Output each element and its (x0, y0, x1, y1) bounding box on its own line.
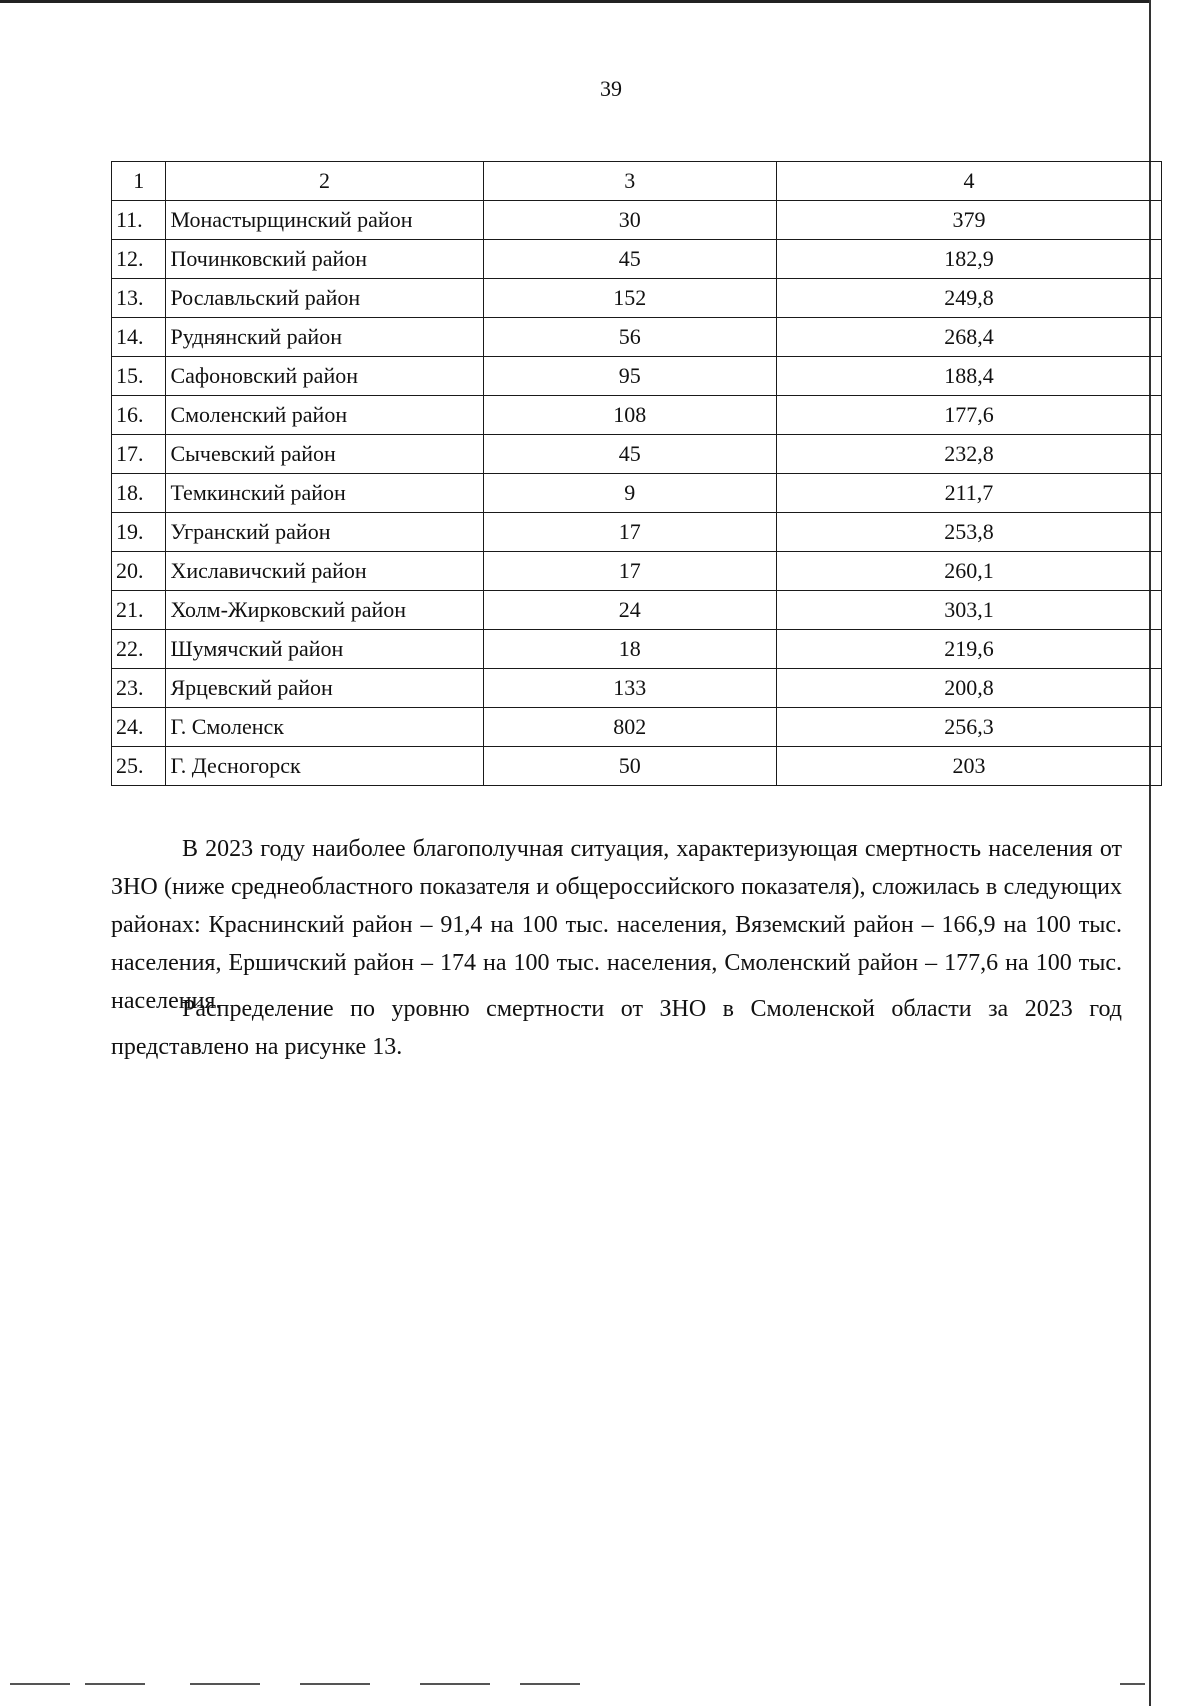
row-count: 50 (483, 747, 776, 786)
row-count: 133 (483, 669, 776, 708)
row-number: 17. (112, 435, 166, 474)
row-number: 23. (112, 669, 166, 708)
column-header-1: 1 (112, 162, 166, 201)
row-rate: 177,6 (776, 396, 1161, 435)
row-rate: 182,9 (776, 240, 1161, 279)
row-rate: 253,8 (776, 513, 1161, 552)
row-number: 11. (112, 201, 166, 240)
row-district-name: Угранский район (166, 513, 483, 552)
table-row (112, 474, 1162, 513)
scan-edge-top (0, 0, 1150, 3)
row-number: 14. (112, 318, 166, 357)
row-count: 9 (483, 474, 776, 513)
row-count: 17 (483, 552, 776, 591)
table-row (112, 435, 1162, 474)
row-rate: 203 (776, 747, 1161, 786)
table-header-row (112, 162, 1162, 201)
row-rate: 379 (776, 201, 1161, 240)
row-count: 802 (483, 708, 776, 747)
row-rate: 219,6 (776, 630, 1161, 669)
paragraph-summary-text: В 2023 году наиболее благополучная ситуация, характеризующая смертность населения от ЗНО (ниже среднеобластного показателя и общероссийского показателя), сложилась в следующих районах: Краснинский район – 91,4 на 100 тыс. населения, Вяземский район – 166,9 на 100 тыс. населения, Ершичский район – 174 на 100 тыс. населения, Смоленский район – 177,6 на 100 тыс. населения. (111, 836, 1122, 1014)
row-rate: 260,1 (776, 552, 1161, 591)
row-number: 16. (112, 396, 166, 435)
column-header-3: 3 (483, 162, 776, 201)
table-row (112, 591, 1162, 630)
row-district-name: Г. Смоленск (166, 708, 483, 747)
row-count: 95 (483, 357, 776, 396)
row-district-name: Холм-Жирковский район (166, 591, 483, 630)
row-district-name: Сычевский район (166, 435, 483, 474)
row-count: 45 (483, 435, 776, 474)
table-row (112, 279, 1162, 318)
row-number: 15. (112, 357, 166, 396)
table-row (112, 396, 1162, 435)
row-number: 18. (112, 474, 166, 513)
row-district-name: Хиславичский район (166, 552, 483, 591)
row-count: 18 (483, 630, 776, 669)
row-district-name: Темкинский район (166, 474, 483, 513)
row-district-name: Руднянский район (166, 318, 483, 357)
row-count: 30 (483, 201, 776, 240)
row-number: 21. (112, 591, 166, 630)
row-number: 13. (112, 279, 166, 318)
row-count: 108 (483, 396, 776, 435)
row-rate: 268,4 (776, 318, 1161, 357)
row-rate: 303,1 (776, 591, 1161, 630)
table-row (112, 201, 1162, 240)
row-district-name: Ярцевский район (166, 669, 483, 708)
row-count: 45 (483, 240, 776, 279)
table-row (112, 747, 1162, 786)
column-header-4: 4 (776, 162, 1161, 201)
table-row (112, 669, 1162, 708)
row-rate: 232,8 (776, 435, 1161, 474)
table-row (112, 630, 1162, 669)
column-header-2: 2 (166, 162, 483, 201)
paragraph-figure-reference-text: Распределение по уровню смертности от ЗНО в Смоленской области за 2023 год представлено на рисунке 13. (111, 996, 1122, 1060)
table-row (112, 318, 1162, 357)
paragraph-figure-reference (111, 990, 1122, 1066)
row-district-name: Монастырщинский район (166, 201, 483, 240)
table-row (112, 357, 1162, 396)
table-row (112, 513, 1162, 552)
row-count: 24 (483, 591, 776, 630)
mortality-table (111, 161, 1162, 786)
row-rate: 200,8 (776, 669, 1161, 708)
row-count: 56 (483, 318, 776, 357)
row-district-name: Смоленский район (166, 396, 483, 435)
table-row (112, 708, 1162, 747)
page-number: 39 (600, 76, 622, 101)
row-count: 152 (483, 279, 776, 318)
row-district-name: Починковский район (166, 240, 483, 279)
row-district-name: Рославльский район (166, 279, 483, 318)
row-count: 17 (483, 513, 776, 552)
row-rate: 188,4 (776, 357, 1161, 396)
scan-edge-bottom (0, 1683, 1150, 1685)
row-number: 19. (112, 513, 166, 552)
row-number: 12. (112, 240, 166, 279)
row-district-name: Сафоновский район (166, 357, 483, 396)
table-row (112, 240, 1162, 279)
row-number: 20. (112, 552, 166, 591)
table-body (112, 162, 1162, 786)
table-row (112, 552, 1162, 591)
row-district-name: Шумячский район (166, 630, 483, 669)
row-district-name: Г. Десногорск (166, 747, 483, 786)
row-rate: 249,8 (776, 279, 1161, 318)
row-number: 24. (112, 708, 166, 747)
row-number: 22. (112, 630, 166, 669)
row-rate: 256,3 (776, 708, 1161, 747)
row-rate: 211,7 (776, 474, 1161, 513)
row-number: 25. (112, 747, 166, 786)
